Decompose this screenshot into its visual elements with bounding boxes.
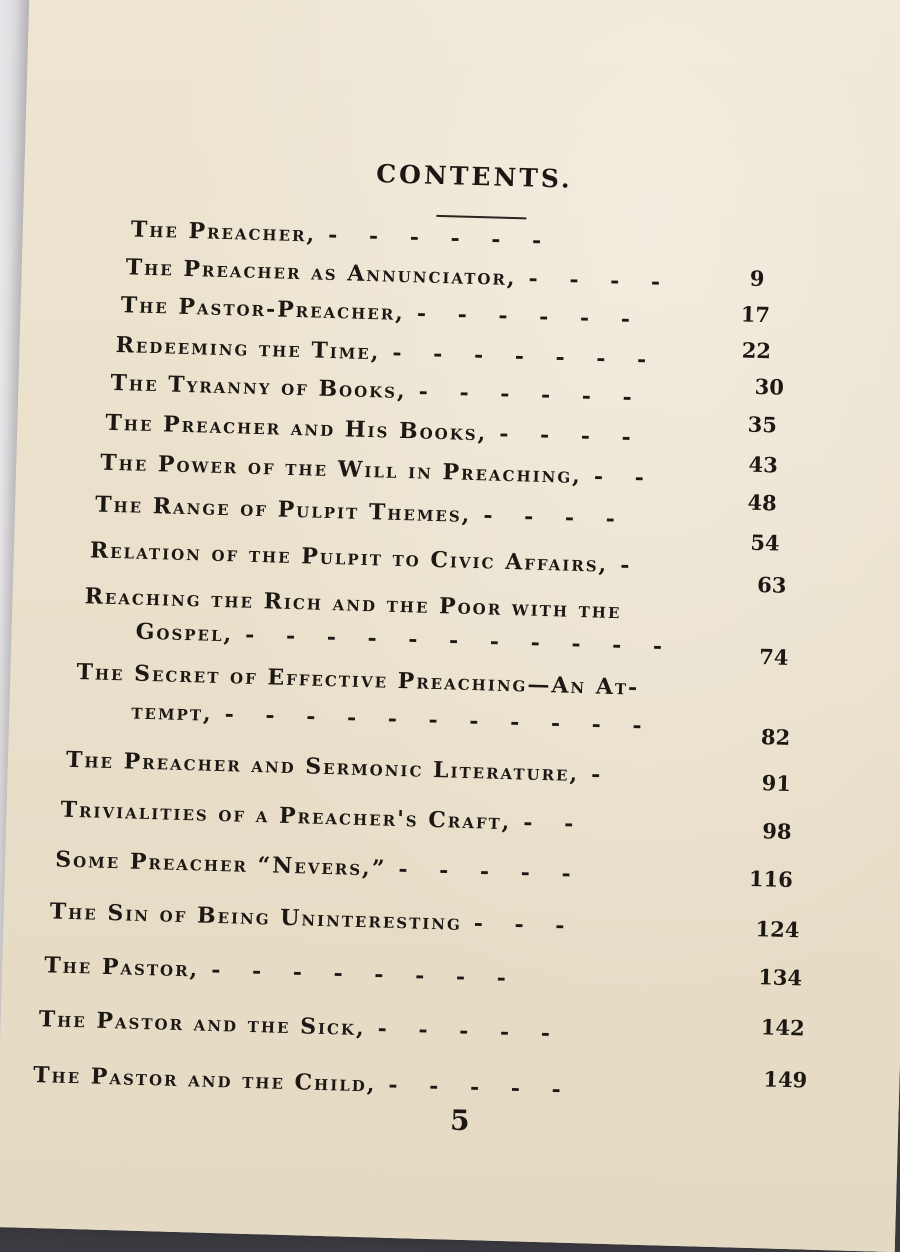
toc-leader: - - - — [473, 910, 577, 940]
toc-page-number: 134 — [757, 964, 803, 991]
toc-page-number: 74 — [758, 644, 789, 670]
toc-entry-title: Redeeming the Time, — [115, 331, 381, 366]
toc-entry-title: The Pastor and the Child, — [32, 1061, 377, 1098]
toc-page-number: 149 — [763, 1066, 808, 1093]
toc-entry — [115, 332, 658, 373]
toc-entry — [84, 583, 622, 624]
toc-entry-title: tempt, — [131, 698, 214, 727]
toc-leader: - - — [523, 809, 586, 838]
toc-entry-title: The Range of Pulpit Themes, — [94, 491, 472, 528]
toc-entry-title: Gospel, — [135, 618, 234, 648]
toc-entry-title: The Secret of Effective Preaching—An At- — [76, 659, 640, 701]
toc-leader: - - - - - - — [327, 221, 554, 255]
toc-entry-title: The Pastor and the Sick, — [38, 1006, 367, 1042]
toc-page-number: 30 — [754, 373, 785, 400]
toc-leader: - - - - - - - - - - - — [224, 701, 654, 740]
toc-page-number: 22 — [741, 337, 772, 364]
toc-page-number: 142 — [760, 1014, 806, 1041]
toc-entry-title: The Power of the Will in Preaching, — [100, 449, 583, 490]
toc-entry-title: Some Preacher “Nevers,” — [54, 846, 387, 882]
toc-entry — [120, 292, 642, 333]
toc-entry-title: The Sin of Being Uninteresting — [49, 898, 463, 936]
toc-entry — [60, 797, 585, 838]
toc-leader: - - - - - — [398, 856, 584, 888]
toc-page-number: 43 — [748, 451, 779, 478]
toc-entry-title: Relation of the Pulpit to Civic Affairs, — [89, 537, 609, 578]
toc-entry-continuation — [135, 619, 674, 660]
toc-leader: - - - - — [528, 265, 673, 296]
toc-leader: - - - - - — [377, 1015, 563, 1047]
toc-entry-title: The Tyranny of Books, — [110, 369, 408, 405]
toc-entry-title: The Preacher and His Books, — [105, 409, 488, 447]
toc-leader: - - — [593, 463, 657, 492]
toc-leader: - - - - - — [388, 1071, 574, 1104]
toc-leader: - — [619, 552, 642, 579]
toc-entry — [125, 254, 672, 295]
toc-entry — [38, 1006, 562, 1047]
toc-page-number: 54 — [750, 529, 780, 556]
toc-page-number: 63 — [756, 571, 787, 598]
toc-entry-title: Trivialities of a Preacher's Craft, — [60, 796, 512, 836]
toc-leader: - - - - - - - — [392, 339, 659, 374]
toc-page-number: 82 — [760, 724, 791, 750]
toc-entry — [105, 410, 643, 451]
toc-leader: - - - - — [483, 502, 628, 533]
toc-entry-title: Reaching the Rich and the Poor with the — [84, 583, 622, 625]
toc-page-number: 48 — [747, 489, 778, 516]
page-title: CONTENTS. — [375, 159, 574, 194]
toc-entry-title: The Pastor, — [43, 952, 200, 983]
toc-entry — [95, 491, 627, 532]
toc-entry-continuation — [131, 699, 654, 740]
title-rule — [436, 215, 526, 220]
toc-entry-title: The Pastor-Preacher, — [120, 292, 406, 327]
toc-entry — [100, 450, 656, 492]
toc-page-number: 35 — [747, 411, 778, 438]
toc-entry — [33, 1062, 573, 1103]
toc-entry — [76, 659, 639, 701]
toc-leader: - - - - - - - - — [210, 956, 519, 992]
toc-entry-title: The Preacher and Sermonic Literature, — [65, 746, 580, 788]
toc-page-number: 124 — [755, 916, 800, 943]
toc-leader: - — [590, 761, 613, 789]
toc-leader: - - - - — [498, 420, 644, 451]
toc-page-number: 91 — [761, 770, 792, 796]
toc-entry-title: The Preacher as Annunciator, — [125, 254, 517, 292]
toc-page-number: 116 — [748, 865, 794, 893]
toc-leader: - - - - - - — [418, 378, 645, 411]
toc-entry — [110, 370, 644, 411]
toc-entry — [55, 846, 583, 887]
toc-entry-title: The Preacher, — [130, 216, 317, 248]
toc-page-number: 17 — [740, 301, 771, 328]
toc-entry — [49, 898, 576, 939]
toc-page-number: 9 — [749, 265, 765, 292]
toc-entry — [44, 952, 518, 991]
toc-entry — [131, 216, 554, 254]
toc-entry — [90, 537, 642, 578]
toc-page-number: 98 — [762, 818, 792, 845]
toc-leader: - - - - - - - - - - - — [244, 621, 675, 660]
page-number: 5 — [449, 1103, 471, 1138]
toc-leader: - - - - - - — [416, 300, 643, 333]
toc-entry — [66, 747, 613, 788]
